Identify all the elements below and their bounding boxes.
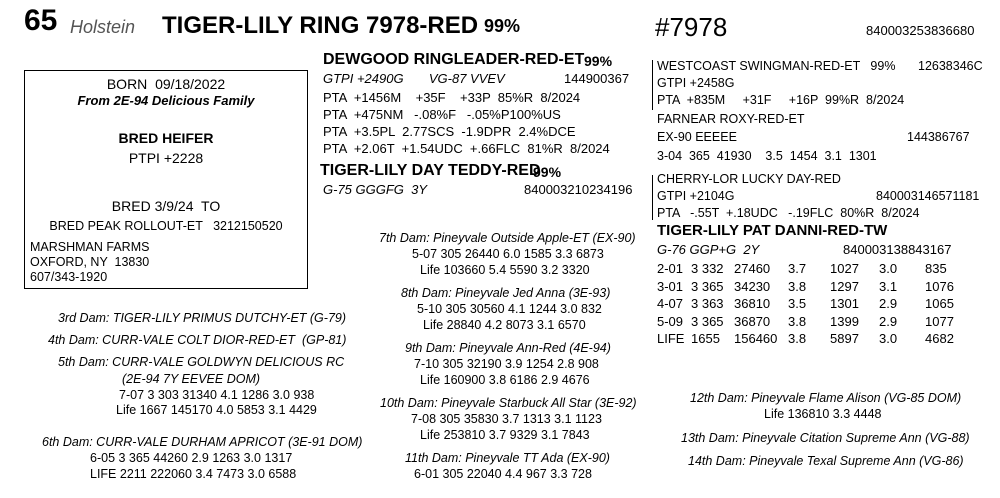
record-cell: 3.0 xyxy=(879,331,898,346)
record-cell: 3 365 xyxy=(691,313,724,329)
dam-percent: 99% xyxy=(533,164,562,180)
record-cell: 2.9 xyxy=(879,313,898,329)
ancestor-dam-11: 11th Dam: Pineyvale TT Ada (EX-90) xyxy=(405,451,610,465)
sire-dam-id: 144386767 xyxy=(907,130,970,144)
sire-sire-gtpi: GTPI +2458G xyxy=(657,76,735,90)
record-cell: 3.8 xyxy=(788,278,807,294)
animal-percent: 99% xyxy=(484,16,521,36)
record-cell: 1655 xyxy=(691,331,720,346)
born-date: BORN 09/18/2022 xyxy=(106,76,226,92)
dam-dam-classification: G-76 GGP+G 2Y xyxy=(657,242,760,257)
ancestor-dam-7: 7th Dam: Pineyvale Outside Apple-ET (EX-90) xyxy=(379,231,636,245)
ancestor-dam-11-record: 6-01 305 22040 4.4 967 3.3 728 xyxy=(414,467,592,481)
animal-name: TIGER-LILY RING 7978-RED xyxy=(162,12,479,39)
record-cell: 835 xyxy=(925,261,947,276)
ancestor-dam-6-record: 6-05 3 365 44260 2.9 1263 3.0 1317 xyxy=(90,451,293,465)
ancestor-dam-12: 12th Dam: Pineyvale Flame Alison (VG-85 DOM) xyxy=(690,391,962,405)
family-line: From 2E-94 Delicious Family xyxy=(77,93,255,108)
record-cell: 36810 xyxy=(734,296,771,311)
dam-sire-id: 840003146571181 xyxy=(876,189,980,203)
record-cell: 1077 xyxy=(925,313,954,329)
ancestor-dam-9-life: Life 160900 3.8 6186 2.9 4676 xyxy=(420,373,590,387)
dam-classification: G-75 GGGFG 3Y xyxy=(323,182,428,197)
animal-info-box xyxy=(24,70,308,289)
record-cell: 34230 xyxy=(734,278,771,294)
record-cell: 3.5 xyxy=(788,296,807,311)
dam-sire-gtpi: GTPI +2104G xyxy=(657,189,735,203)
record-cell: 3 363 xyxy=(691,296,724,311)
sire-dam-classification: EX-90 EEEEE xyxy=(657,130,737,144)
ancestor-dam-3: 3rd Dam: TIGER-LILY PRIMUS DUTCHY-ET (G-79) xyxy=(58,311,347,325)
record-cell: 1297 xyxy=(830,278,859,294)
record-cell: 2.9 xyxy=(879,296,898,311)
ancestor-dam-4: 4th Dam: CURR-VALE COLT DIOR-RED-ET (GP-81) xyxy=(48,333,347,347)
ancestor-dam-6-life: LIFE 2211 222060 3.4 7473 3.0 6588 xyxy=(90,467,297,481)
sire-id: 144900367 xyxy=(564,71,630,86)
record-cell: 3.8 xyxy=(788,331,807,346)
pedigree-bracket xyxy=(652,60,653,110)
ancestor-dam-10: 10th Dam: Pineyvale Starbuck All Star (3E-92) xyxy=(380,396,637,410)
record-cell: 1301 xyxy=(830,296,859,311)
ancestor-dam-5: 5th Dam: CURR-VALE GOLDWYN DELICIOUS RC xyxy=(58,355,345,369)
record-cell: 3.8 xyxy=(788,313,807,329)
ancestor-dam-10-record: 7-08 305 35830 3.7 1313 3.1 1123 xyxy=(411,412,602,426)
status-label: BRED HEIFER xyxy=(118,130,214,146)
consignor-phone: 607/343-1920 xyxy=(30,270,108,284)
record-cell: 1027 xyxy=(830,261,859,276)
dam-sire-pta: PTA -.55T +.18UDC -.19FLC 80%R 8/2024 xyxy=(657,206,920,220)
ancestor-dam-8-record: 5-10 305 30560 4.1 1244 3.0 832 xyxy=(417,302,602,316)
ptpi-value: PTPI +2228 xyxy=(128,150,204,166)
sire-sire-id: 12638346C xyxy=(918,59,983,73)
sire-pta-line: PTA +475NM -.08%F -.05%P100%US xyxy=(323,107,561,122)
dam-sire-name: CHERRY-LOR LUCKY DAY-RED xyxy=(657,172,841,186)
sire-gtpi: GTPI +2490G VG-87 VVEV xyxy=(323,71,505,86)
record-cell: 156460 xyxy=(734,331,778,346)
record-cell: 3.7 xyxy=(788,261,807,276)
dam-dam-name: TIGER-LILY PAT DANNI-RED-TW xyxy=(657,222,888,239)
pedigree-bracket xyxy=(652,175,653,220)
record-cell: 5-09 xyxy=(657,313,684,329)
sire-pta-line: PTA +1456M +35F +33P 85%R 8/2024 xyxy=(323,90,581,105)
record-cell: 1399 xyxy=(830,313,859,329)
record-cell: 3-01 xyxy=(657,278,684,294)
ancestor-dam-8-life: Life 28840 4.2 8073 3.1 6570 xyxy=(423,318,586,332)
record-cell: 1065 xyxy=(925,296,954,311)
sire-percent: 99% xyxy=(584,53,613,69)
ancestor-dam-5-record: 7-07 3 303 31340 4.1 1286 3.0 938 xyxy=(119,388,315,402)
dam-id: 840003210234196 xyxy=(524,182,633,197)
sire-sire-pta: PTA +835M +31F +16P 99%R 8/2024 xyxy=(657,93,905,107)
dam-name: TIGER-LILY DAY TEDDY-RED xyxy=(320,162,541,179)
registration-number: #7978 xyxy=(655,12,728,42)
dam-dam-id: 840003138843167 xyxy=(843,242,952,257)
registration-id: 840003253836680 xyxy=(866,23,975,38)
record-cell: 2-01 xyxy=(657,261,684,276)
record-cell: 3 365 xyxy=(691,278,724,294)
sire-dam-name: FARNEAR ROXY-RED-ET xyxy=(657,112,805,126)
record-cell: LIFE xyxy=(657,331,685,346)
ancestor-dam-7-record: 5-07 305 26440 6.0 1585 3.3 6873 xyxy=(412,247,604,261)
ancestor-dam-6: 6th Dam: CURR-VALE DURHAM APRICOT (3E-91 DOM) xyxy=(42,435,363,449)
consignor-address: OXFORD, NY 13830 xyxy=(30,255,150,269)
ancestor-dam-7-life: Life 103660 5.4 5590 3.2 3320 xyxy=(420,263,590,277)
bred-date: BRED 3/9/24 TO xyxy=(111,198,221,214)
ancestor-dam-9: 9th Dam: Pineyvale Ann-Red (4E-94) xyxy=(405,341,611,355)
consignor-name: MARSHMAN FARMS xyxy=(30,240,150,254)
sire-pta-line: PTA +2.06T +1.54UDC +.66FLC 81%R 8/2024 xyxy=(323,141,610,156)
ancestor-dam-9-record: 7-10 305 32190 3.9 1254 2.8 908 xyxy=(414,357,599,371)
bred-to-sire: BRED PEAK ROLLOUT-ET 3212150520 xyxy=(49,219,283,233)
ancestor-dam-5-class: (2E-94 7Y EEVEE DOM) xyxy=(122,372,261,386)
record-cell: 1076 xyxy=(925,278,954,294)
sire-dam-record: 3-04 365 41930 3.5 1454 3.1 1301 xyxy=(657,149,877,163)
ancestor-dam-10-life: Life 253810 3.7 9329 3.1 7843 xyxy=(420,428,590,442)
sire-name: DEWGOOD RINGLEADER-RED-ET xyxy=(323,51,585,68)
sire-pta-line: PTA +3.5PL 2.77SCS -1.9DPR 2.4%DCE xyxy=(323,124,576,139)
record-cell: 3.1 xyxy=(879,278,898,294)
record-cell: 5897 xyxy=(830,331,859,346)
lot-number: 65 xyxy=(24,4,58,37)
ancestor-dam-5-life: Life 1667 145170 4.0 5853 3.1 4429 xyxy=(116,403,317,417)
record-cell: 36870 xyxy=(734,313,771,329)
record-cell: 4682 xyxy=(925,331,954,346)
record-cell: 4-07 xyxy=(657,296,684,311)
ancestor-dam-12-life: Life 136810 3.3 4448 xyxy=(764,407,882,421)
ancestor-dam-13: 13th Dam: Pineyvale Citation Supreme Ann (VG-88) xyxy=(681,431,970,445)
breed-label: Holstein xyxy=(70,17,136,37)
sire-sire-name: WESTCOAST SWINGMAN-RED-ET 99% xyxy=(657,59,896,73)
ancestor-dam-14: 14th Dam: Pineyvale Texal Supreme Ann (VG-86) xyxy=(688,454,964,468)
record-cell: 27460 xyxy=(734,261,771,276)
record-cell: 3.0 xyxy=(879,261,898,276)
ancestor-dam-8: 8th Dam: Pineyvale Jed Anna (3E-93) xyxy=(401,286,611,300)
record-cell: 3 332 xyxy=(691,261,724,276)
